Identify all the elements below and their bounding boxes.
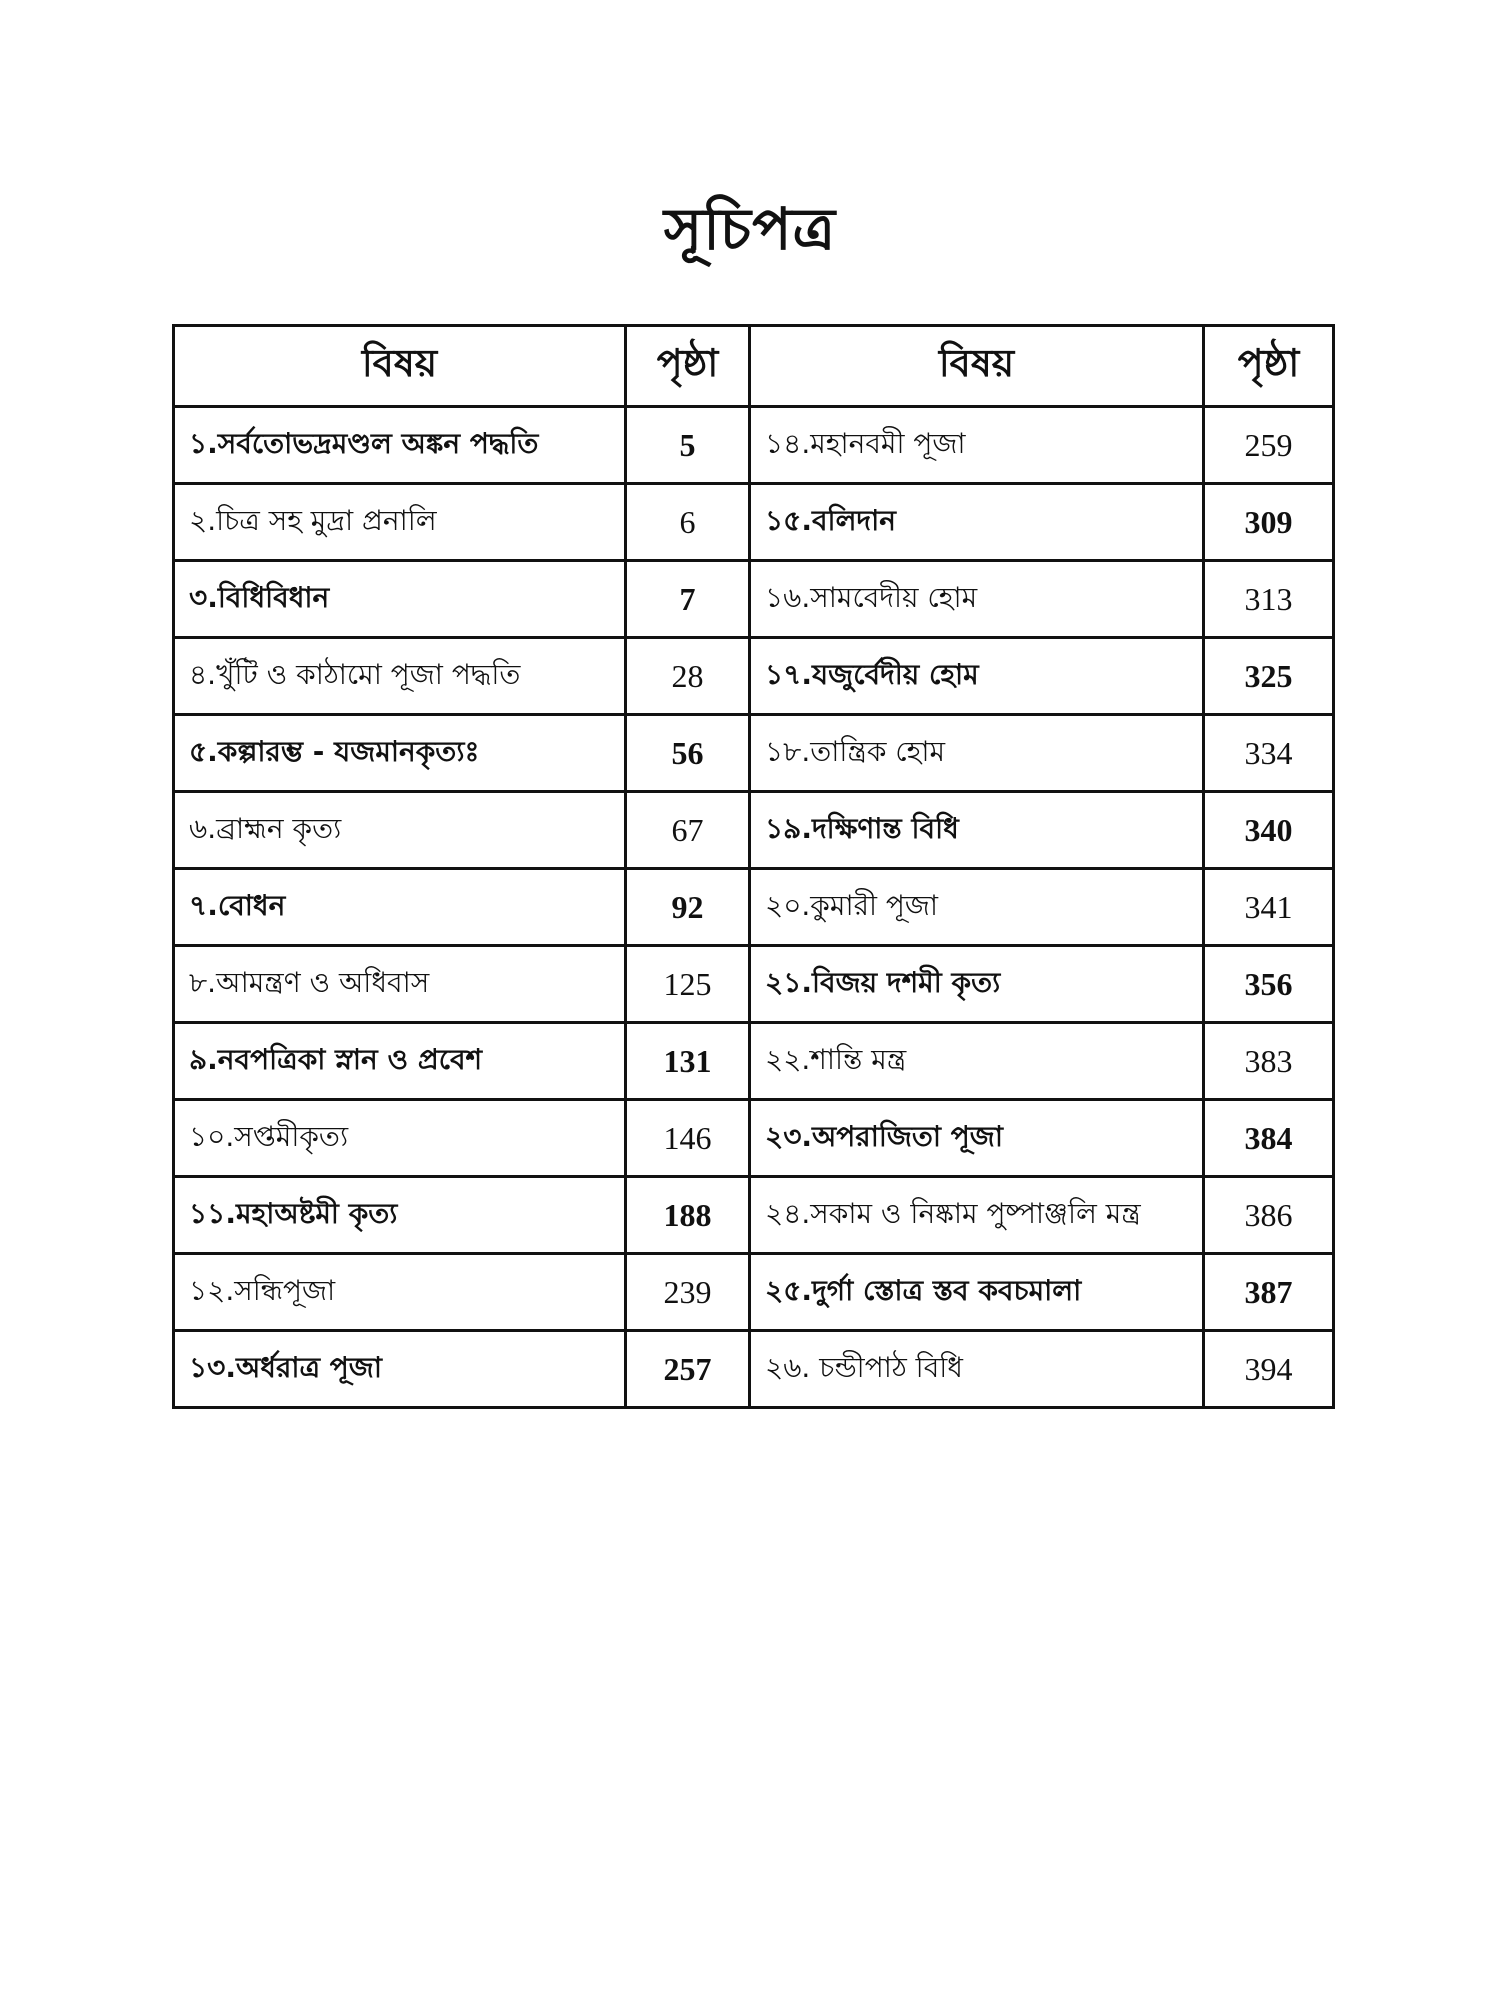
table-row — [174, 484, 1334, 561]
topic-right-cell: ২১.বিজয় দশমী কৃত্য — [750, 946, 1204, 1023]
page-right-cell: 394 — [1204, 1331, 1334, 1408]
header-topic-right: বিষয় — [750, 326, 1204, 407]
topic-left-cell: ১.সর্বতোভদ্রমণ্ডল অঙ্কন পদ্ধতি — [174, 407, 626, 484]
table-of-contents — [172, 324, 1335, 1409]
topic-right-cell: ২৫.দুর্গা স্তোত্র স্তব কবচমালা — [750, 1254, 1204, 1331]
page-left-cell: 188 — [626, 1177, 750, 1254]
page-right-cell: 313 — [1204, 561, 1334, 638]
topic-left-cell: ২.চিত্র সহ মুদ্রা প্রনালি — [174, 484, 626, 561]
topic-right-cell: ১৪.মহানবমী পূজা — [750, 407, 1204, 484]
topic-left-cell: ৭.বোধন — [174, 869, 626, 946]
page-right-cell: 387 — [1204, 1254, 1334, 1331]
table-row — [174, 1023, 1334, 1100]
page-right-cell: 334 — [1204, 715, 1334, 792]
table-row — [174, 946, 1334, 1023]
page-right-cell: 383 — [1204, 1023, 1334, 1100]
page-right-cell: 384 — [1204, 1100, 1334, 1177]
page-right-cell: 309 — [1204, 484, 1334, 561]
topic-right-cell: ১৯.দক্ষিণান্ত বিধি — [750, 792, 1204, 869]
topic-right-cell: ১৫.বলিদান — [750, 484, 1204, 561]
page-left-cell: 7 — [626, 561, 750, 638]
topic-left-cell: ৫.কল্পারম্ভ - যজমানকৃত্যঃ — [174, 715, 626, 792]
page-left-cell: 125 — [626, 946, 750, 1023]
table-row — [174, 1100, 1334, 1177]
table-row — [174, 561, 1334, 638]
page-left-cell: 239 — [626, 1254, 750, 1331]
page-left-cell: 6 — [626, 484, 750, 561]
topic-left-cell: ১০.সপ্তমীকৃত্য — [174, 1100, 626, 1177]
header-page-left: পৃষ্ঠা — [626, 326, 750, 407]
topic-left-cell: ৩.বিধিবিধান — [174, 561, 626, 638]
table-row — [174, 1331, 1334, 1408]
table-row — [174, 1254, 1334, 1331]
page-right-cell: 341 — [1204, 869, 1334, 946]
table-row — [174, 715, 1334, 792]
table-row — [174, 638, 1334, 715]
page-right-cell: 340 — [1204, 792, 1334, 869]
table-row — [174, 869, 1334, 946]
topic-left-cell: ৬.ব্রাহ্মন কৃত্য — [174, 792, 626, 869]
page-right-cell: 259 — [1204, 407, 1334, 484]
topic-right-cell: ২২.শান্তি মন্ত্র — [750, 1023, 1204, 1100]
topic-right-cell: ১৮.তান্ত্রিক হোম — [750, 715, 1204, 792]
page-right-cell: 356 — [1204, 946, 1334, 1023]
table-row — [174, 1177, 1334, 1254]
table-row — [174, 792, 1334, 869]
topic-left-cell: ৪.খুঁটি ও কাঠামো পূজা পদ্ধতি — [174, 638, 626, 715]
topic-right-cell: ১৬.সামবেদীয় হোম — [750, 561, 1204, 638]
topic-right-cell: ১৭.যজুর্বেদীয় হোম — [750, 638, 1204, 715]
topic-left-cell: ৯.নবপত্রিকা স্নান ও প্রবেশ — [174, 1023, 626, 1100]
page-left-cell: 92 — [626, 869, 750, 946]
page-left-cell: 5 — [626, 407, 750, 484]
table-header-row — [174, 326, 1334, 407]
topic-left-cell: ১২.সন্ধিপূজা — [174, 1254, 626, 1331]
page-left-cell: 67 — [626, 792, 750, 869]
page-left-cell: 56 — [626, 715, 750, 792]
topic-right-cell: ২৩.অপরাজিতা পূজা — [750, 1100, 1204, 1177]
table-row — [174, 407, 1334, 484]
page-left-cell: 28 — [626, 638, 750, 715]
page-left-cell: 131 — [626, 1023, 750, 1100]
table-body — [174, 407, 1334, 1408]
topic-left-cell: ৮.আমন্ত্রণ ও অধিবাস — [174, 946, 626, 1023]
page-left-cell: 257 — [626, 1331, 750, 1408]
page-right-cell: 386 — [1204, 1177, 1334, 1254]
topic-right-cell: ২০.কুমারী পূজা — [750, 869, 1204, 946]
topic-right-cell: ২৬. চন্ডীপাঠ বিধি — [750, 1331, 1204, 1408]
topic-left-cell: ১১.মহাঅষ্টমী কৃত্য — [174, 1177, 626, 1254]
page-right-cell: 325 — [1204, 638, 1334, 715]
page-title: সূচিপত্র — [663, 195, 837, 263]
topic-right-cell: ২৪.সকাম ও নিষ্কাম পুষ্পাঞ্জলি মন্ত্র — [750, 1177, 1204, 1254]
topic-left-cell: ১৩.অর্ধরাত্র পূজা — [174, 1331, 626, 1408]
page-left-cell: 146 — [626, 1100, 750, 1177]
header-page-right: পৃষ্ঠা — [1204, 326, 1334, 407]
header-topic-left: বিষয় — [174, 326, 626, 407]
